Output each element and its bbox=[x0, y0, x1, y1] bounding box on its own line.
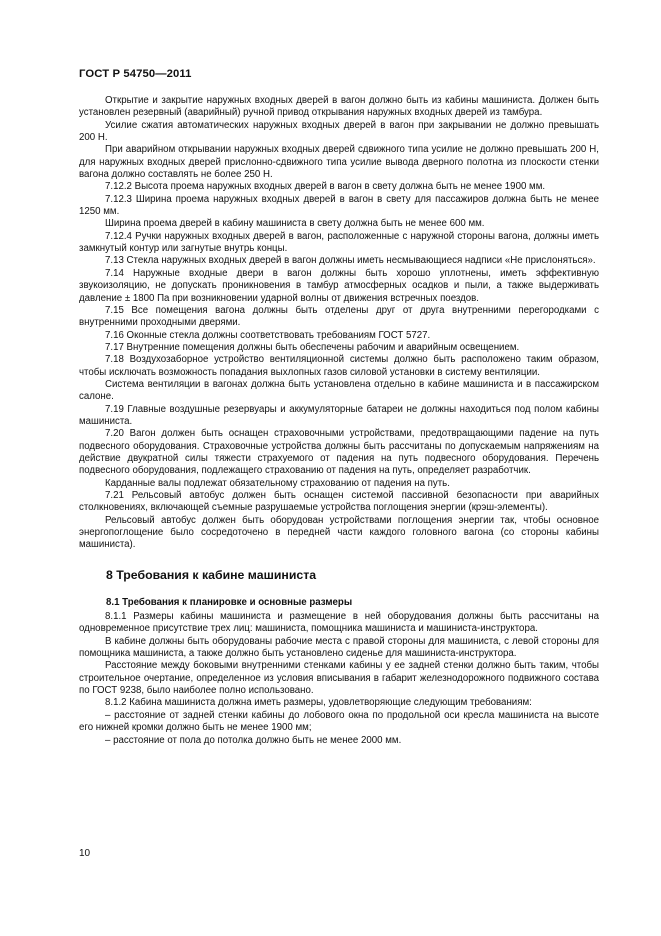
paragraph: 7.21 Рельсовый автобус должен быть оснащен системой пассивной безопасности при аварийных столкновениях, включающей съемные разрушаемые устройства поглощения энергии (крэш-элементы). bbox=[79, 490, 599, 514]
paragraph: 8.1.1 Размеры кабины машиниста и размещение в ней оборудования должны быть рассчитаны на одновременное присутствие трех лиц: машиниста, помощника машиниста и машиниста-инструктора. bbox=[79, 611, 599, 635]
document-header: ГОСТ Р 54750—2011 bbox=[79, 68, 192, 80]
page-number: 10 bbox=[79, 848, 91, 859]
subsection-heading: 8.1 Требования к планировке и основные размеры bbox=[106, 596, 353, 608]
paragraph: 8.1.2 Кабина машиниста должна иметь размеры, удовлетворяющие следующим требованиям: bbox=[105, 697, 532, 709]
paragraph: Система вентиляции в вагонах должна быть установлена отдельно в кабине машиниста и в пассажирском салоне. bbox=[79, 378, 599, 403]
paragraph: 7.14 Наружные входные двери в вагон должны быть хорошо уплотнены, иметь эффективную звукоизоляцию, не допускать проникновения в тамбур атмосферных осадков и пыли, а также выдерживать давление ± 1800 Па при возникновении ударной волны от движения встречных поездов. bbox=[79, 267, 599, 304]
document-body bbox=[79, 95, 599, 747]
paragraph: Усилие сжатия автоматических наружных входных дверей в вагон при закрывании не должно превышать 200 Н. bbox=[79, 119, 599, 144]
paragraph: Открытие и закрытие наружных входных дверей в вагон должно быть из кабины машиниста. Должен быть установлен резервный (аварийный) ручной привод открывания наружных входных дверей из тамбура. bbox=[79, 95, 599, 119]
paragraph: Карданные валы подлежат обязательному страхованию от падения на путь. bbox=[105, 477, 450, 489]
paragraph: 7.12.4 Ручки наружных входных дверей в вагон, расположенные с наружной стороны вагона, должны иметь замкнутый контур или загнутые внутрь концы. bbox=[79, 230, 599, 255]
paragraph: При аварийном открывании наружных входных дверей сдвижного типа усилие не должно превышать 200 Н, для наружных входных дверей прислонно-сдвижного типа усилие вывода дверного полотна из плоскости стенки вагона должно составлять не более 250 Н. bbox=[79, 144, 599, 181]
paragraph: 7.12.3 Ширина проема наружных входных дверей в вагон в свету для пассажиров должна быть не менее 1250 мм. bbox=[79, 193, 599, 218]
paragraph: Расстояние между боковыми внутренними стенками кабины у ее задней стенки должно быть таким, чтобы строительное очертание, определенное из условия вписывания в габарит железнодорожного подвижного состава по ГОСТ 9238, было наиболее полно использовано. bbox=[79, 660, 599, 697]
paragraph: Ширина проема дверей в кабину машиниста в свету должна быть не менее 600 мм. bbox=[105, 218, 485, 230]
paragraph: 7.19 Главные воздушные резервуары и аккумуляторные батареи не должны находиться под полом кабины машиниста. bbox=[79, 403, 599, 427]
paragraph: В кабине должны быть оборудованы рабочие места с правой стороны для машиниста, с левой стороны для помощника машиниста, а также должно быть установлено сиденье для машиниста-инструктора. bbox=[79, 635, 599, 660]
list-item: – расстояние от задней стенки кабины до лобового окна по продольной оси кресла машиниста на высоте его нижней кромки должно быть не менее 1900 мм; bbox=[79, 709, 599, 734]
paragraph: 7.12.2 Высота проема наружных входных дверей в вагон в свету должна быть не менее 1900 мм. bbox=[105, 181, 546, 193]
paragraph: 7.17 Внутренние помещения должны быть обеспечены рабочим и аварийным освещением. bbox=[105, 341, 520, 353]
paragraph: 7.13 Стекла наружных входных дверей в вагон должны иметь несмывающиеся надписи «Не прислоняться». bbox=[105, 255, 596, 267]
paragraph: 7.20 Вагон должен быть оснащен страховочными устройствами, предотвращающими падение на путь подвесного оборудования. Страховочные устройства должны быть рассчитаны по допускаемым напряжениям на действие двукратной силы тяжести страхуемого от падения на путь подвесного оборудования. Перечень подвесного оборудования, подлежащего страхованию от падения на путь, определяет разработчик. bbox=[79, 428, 599, 477]
paragraph: 7.16 Оконные стекла должны соответствовать требованиям ГОСТ 5727. bbox=[105, 329, 431, 341]
paragraph: 7.15 Все помещения вагона должны быть отделены друг от друга внутренними перегородками с внутренними проходными дверями. bbox=[79, 304, 599, 329]
paragraph: Рельсовый автобус должен быть оборудован устройствами поглощения энергии так, чтобы основное энергопоглощение было сосредоточено в передней части каждого головного вагона (со стороны кабины машиниста). bbox=[79, 514, 599, 551]
section-heading: 8 Требования к кабине машиниста bbox=[106, 567, 317, 582]
list-item: – расстояние от пола до потолка должно быть не менее 2000 мм. bbox=[105, 734, 402, 746]
paragraph: 7.18 Воздухозаборное устройство вентиляционной системы должно быть расположено таким образом, чтобы исключать возможность попадания выхлопных газов силовой установки в систему вентиляции. bbox=[79, 354, 599, 378]
